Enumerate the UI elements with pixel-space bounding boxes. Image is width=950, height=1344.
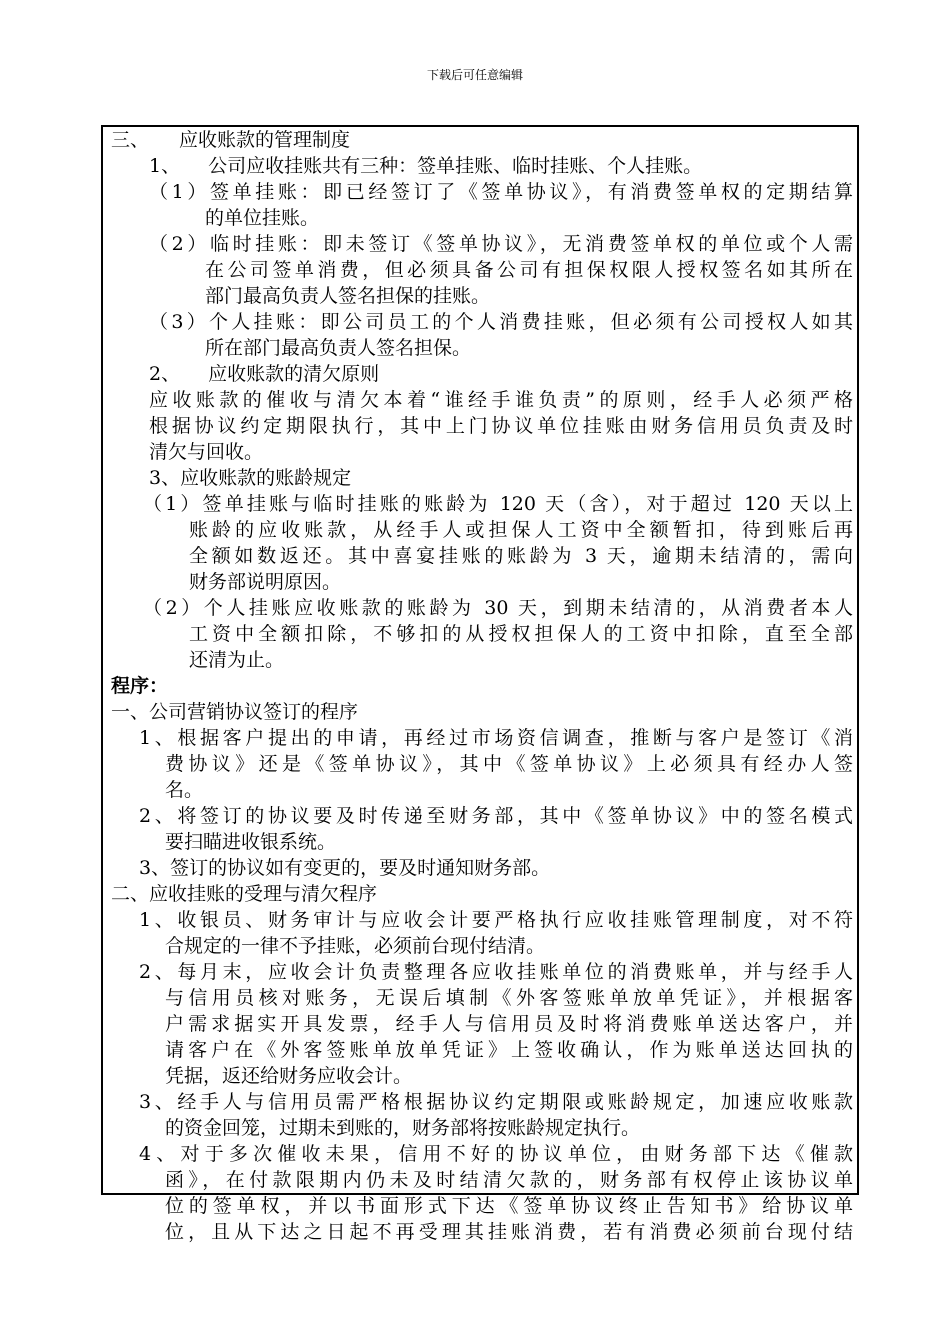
document-body <box>111 127 853 1245</box>
text-line: 4、对于多次催收未果，信用不好的协议单位，由财务部下达《催款 <box>139 1143 853 1165</box>
list-item: 1、 公司应收挂账共有三种：签单挂账、临时挂账、个人挂账。 <box>149 155 703 177</box>
text-line: 财务部说明原因。 <box>189 571 342 593</box>
subheading: 3、应收账款的账龄规定 <box>149 467 352 489</box>
text-line: 账龄的应收账款，从经手人或担保人工资中全额暂扣，待到账后再 <box>189 519 853 541</box>
text-line: （2）临时挂账：即未签订《签单协议》，无消费签单权的单位或个人需 <box>149 233 853 255</box>
text-line: （1）签单挂账与临时挂账的账龄为 120 天（含），对于超过 120 天以上 <box>143 493 853 515</box>
text-line: 1、收银员、财务审计与应收会计要严格执行应收挂账管理制度，对不符 <box>139 909 853 931</box>
text-line: 根据协议约定期限执行，其中上门协议单位挂账由财务信用员负责及时 <box>149 415 853 437</box>
text-line: 要扫瞄进收银系统。 <box>165 831 337 853</box>
text-line: 位的签单权，并以书面形式下达《签单协议终止告知书》给协议单 <box>165 1195 853 1217</box>
text-line: 工资中全额扣除，不够扣的从授权担保人的工资中扣除，直至全部 <box>189 623 853 645</box>
text-line: 合规定的一律不予挂账，必须前台现付结清。 <box>165 935 546 957</box>
procedure-heading: 程序： <box>111 675 169 697</box>
text-line: 2、将签订的协议要及时传递至财务部，其中《签单协议》中的签名模式 <box>139 805 853 827</box>
text-line: 凭据，返还给财务应收会计。 <box>165 1065 413 1087</box>
text-line: 户需求据实开具发票，经手人与信用员及时将消费账单送达客户，并 <box>165 1013 853 1035</box>
text-line: 的单位挂账。 <box>205 207 320 229</box>
section-heading: 二、应收挂账的受理与清欠程序 <box>111 883 378 905</box>
section-heading: 一、公司营销协议签订的程序 <box>111 701 359 723</box>
text-line: （2）个人挂账应收账款的账龄为 30 天，到期未结清的，从消费者本人 <box>143 597 853 619</box>
document-frame <box>101 125 859 1243</box>
text-line: 请客户在《外客签账单放单凭证》上签收确认，作为账单送达回执的 <box>165 1039 853 1061</box>
text-line: 1、根据客户提出的申请，再经过市场资信调查，推断与客户是签订《消 <box>139 727 853 749</box>
text-line: 位，且从下达之日起不再受理其挂账消费，若有消费必须前台现付结 <box>165 1221 853 1243</box>
text-line: 费协议》还是《签单协议》，其中《签单协议》上必须具有经办人签 <box>165 753 853 775</box>
list-item: 2、 应收账款的清欠原则 <box>149 363 380 385</box>
section-heading: 三、 应收账款的管理制度 <box>111 129 351 151</box>
text-line: 的资金回笼，过期未到账的，财务部将按账龄规定执行。 <box>165 1117 641 1139</box>
text-line: 与信用员核对账务，无误后填制《外客签账单放单凭证》，并根据客 <box>165 987 853 1009</box>
text-line: 3、经手人与信用员需严格根据协议约定期限或账龄规定，加速应收账款 <box>139 1091 853 1113</box>
text-line: 2、每月末，应收会计负责整理各应收挂账单位的消费账单，并与经手人 <box>139 961 853 983</box>
text-line: 还清为止。 <box>189 649 285 671</box>
text-line: （3）个人挂账：即公司员工的个人消费挂账，但必须有公司授权人如其 <box>149 311 853 333</box>
text-line: 3、签订的协议如有变更的，要及时通知财务部。 <box>139 857 551 879</box>
text-line: 名。 <box>165 779 204 801</box>
text-line: 所在部门最高负责人签名担保。 <box>205 337 472 359</box>
text-line: 部门最高负责人签名担保的挂账。 <box>205 285 491 307</box>
text-line: 应收账款的催收与清欠本着“谁经手谁负责”的原则，经手人必须严格 <box>149 389 853 411</box>
text-line: （1）签单挂账：即已经签订了《签单协议》，有消费签单权的定期结算 <box>149 181 853 203</box>
text-line: 函》，在付款限期内仍未及时结清欠款的，财务部有权停止该协议单 <box>165 1169 853 1191</box>
text-line: 清欠与回收。 <box>149 441 264 463</box>
header-note: 下载后可任意编辑 <box>426 68 523 82</box>
text-line: 全额如数返还。其中喜宴挂账的账龄为 3 天，逾期未结清的，需向 <box>189 545 853 567</box>
text-line: 在公司签单消费，但必须具备公司有担保权限人授权签名如其所在 <box>205 259 853 281</box>
